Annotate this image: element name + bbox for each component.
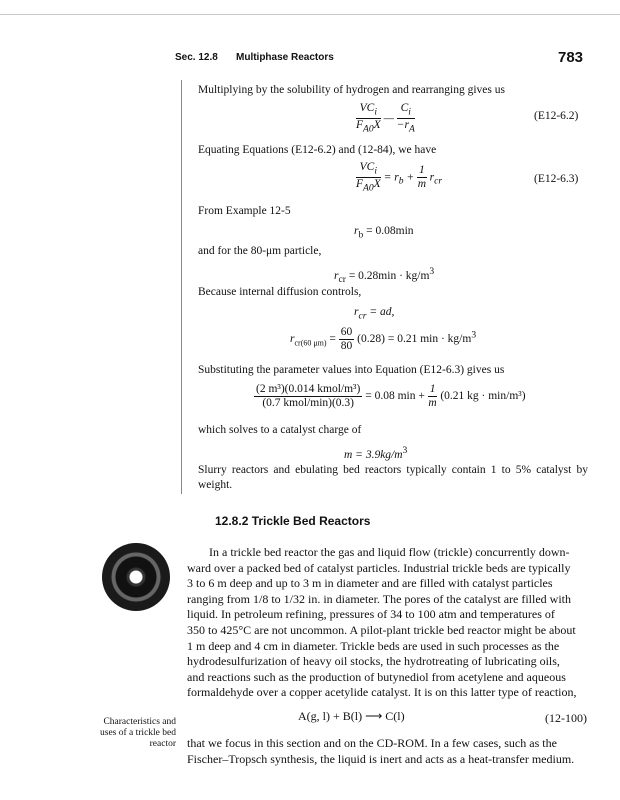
- header-section: Sec. 12.8: [175, 52, 218, 63]
- reaction-number: (12-100): [545, 711, 587, 725]
- ratio-equation: $r_{cr(60 \mu m)}$ = $\frac{60}{80}$ (0.28) = 0.21 $\min \cdot kg/m^3$: [290, 326, 477, 352]
- rb-equation: $r_b = 0.08\min$: [354, 225, 414, 241]
- paragraph-3: From Example 12-5: [198, 205, 291, 217]
- body-line: hydrodesulfurization of heavy oil stocks, the hydrotreating of lubricating oils,: [187, 654, 560, 669]
- body-line: and reactions such as the production of butynediol from acetylene and aqueous: [187, 669, 566, 684]
- body-line: In a trickle bed reactor the gas and liquid flow (trickle) concurrently down-: [209, 545, 570, 559]
- paragraph-7: which solves to a catalyst charge of: [198, 424, 362, 436]
- margin-note-line: Characteristics and: [103, 717, 176, 727]
- margin-note-line: reactor: [149, 739, 176, 749]
- body-line: that we focus in this section and on the CD-ROM. In a few cases, such as the: [187, 736, 557, 750]
- paragraph-4: and for the 80-μm particle,: [198, 245, 322, 257]
- equation-e12-6-2: $\frac{VC_i}{F_{A0}X}$ — $\frac{C_i}{-r_A}$: [356, 102, 415, 135]
- page-number: 783: [558, 49, 584, 66]
- section-heading: 12.8.2 Trickle Bed Reactors: [215, 514, 371, 528]
- body-line: Fischer–Tropsch synthesis, the liquid is inert and acts as a heat-transfer medium.: [187, 751, 575, 766]
- body-line: formaldehyde over a copper acetylide catalyst. It is on this latter type of reaction,: [187, 685, 577, 700]
- paragraph-1: Multiplying by the solubility of hydrogen and rearranging gives us: [198, 84, 505, 96]
- trickle-bed-paragraph: [187, 545, 587, 701]
- sidebar-rule: [181, 80, 182, 494]
- body-line: 350 to 425°C are not uncommon. A pilot-plant trickle bed reactor might be about: [187, 622, 576, 637]
- body-line: ward over a packed bed of catalyst particles. Industrial trickle beds are typically: [187, 560, 571, 575]
- margin-note-line: uses of a trickle bed: [100, 728, 176, 738]
- header-title: Multiphase Reactors: [236, 52, 334, 63]
- rcr-equation: $r_{cr} = 0.28\min \cdot kg/m^3$: [334, 266, 435, 286]
- equation-e12-6-3: $\frac{VC_i}{F_{A0}X}$ = $r_b$ + $\frac{1}{m}$ $r_{cr}$: [356, 161, 443, 194]
- catalyst-charge-equation: $m = 3.9kg/m^3$: [344, 445, 408, 461]
- cd-rom-icon: [102, 543, 170, 611]
- equation-number-e12-6-2: (E12-6.2): [534, 110, 579, 122]
- paragraph-6: Substituting the parameter values into Equation (E12-6.3) gives us: [198, 364, 505, 376]
- paragraph-8: Slurry reactors and ebulating bed reactors typically contain 1 to 5% catalyst by weight.: [198, 464, 588, 491]
- trickle-bed-paragraph-2: [187, 736, 587, 767]
- paragraph-2: Equating Equations (E12-6.2) and (12-84), we have: [198, 144, 437, 156]
- substituted-equation: $\frac{\text{(2 m³)(0.014 kmol/m³)}}{\text{(0.7 kmol/min)(0.3)}}$ = 0.08 min + $\frac{1}{m}$ (0.21 kg · min/m³): [256, 383, 526, 409]
- body-line: ranging from 1/8 to 1/32 in. in diameter. The pores of the catalyst are filled with: [187, 591, 572, 606]
- top-rule: [0, 14, 620, 15]
- reaction-equation: A(g, l) + B(l) ⟶ C(l): [298, 709, 405, 723]
- body-line: 1 m deep and 4 cm in diameter. Trickle beds are used in such processes as the: [187, 638, 560, 653]
- paragraph-5: Because internal diffusion controls,: [198, 286, 362, 298]
- body-line: liquid. In petroleum refining, pressures of 34 to 100 atm and temperatures of: [187, 607, 555, 622]
- equation-number-e12-6-3: (E12-6.3): [534, 173, 579, 185]
- rcr-ad-equation: $r_{cr}$ = ad,: [354, 306, 395, 322]
- margin-note: [62, 717, 176, 750]
- body-line: 3 to 6 m deep and up to 3 m in diameter and are filled with catalyst particles: [187, 576, 553, 591]
